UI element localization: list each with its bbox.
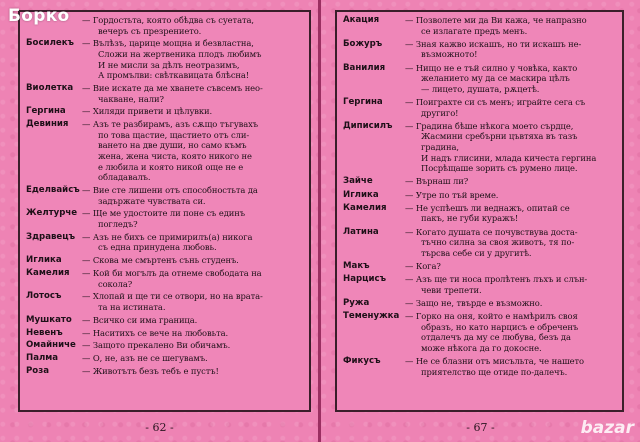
- entry-line: И надъ глисини, млада кичеста гергина: [421, 152, 597, 163]
- entry-name: Лотосъ: [26, 291, 62, 302]
- entry-line: Сложи на жертвеника плодъ любимъ: [98, 48, 262, 59]
- entry-line: — Животътъ безъ тебъ е пустъ!: [82, 366, 219, 376]
- entry-line: — Върнаш ли?: [405, 176, 469, 187]
- entry-line: — О, не, азъ не се шегувамъ.: [82, 353, 208, 364]
- right-entries: [337, 12, 622, 410]
- entry-name: Зайче: [343, 176, 373, 187]
- left-entries: [20, 12, 309, 410]
- entry-name: Омайниче: [26, 340, 76, 351]
- entry-line: — Зная кажво искашъ, но ти искашъ не-: [405, 38, 582, 49]
- entry-line: — Нищо не е тъй силно у човѣка, както: [405, 62, 578, 73]
- entry-line: обладавалъ.: [98, 172, 151, 183]
- entry-line: — Когато душата се почувствува доста-: [405, 226, 578, 237]
- entry-line: — Позволете ми да Ви кажа, че напразно: [405, 15, 587, 25]
- entry-line: търсва себе си у другитѣ.: [421, 247, 532, 258]
- entry-line: приятелство ще отиде по-далечъ.: [421, 366, 568, 377]
- entry-name: Ванилия: [343, 62, 386, 73]
- entry-name: Камелия: [343, 202, 387, 213]
- entry-name: Макъ: [343, 261, 370, 271]
- entry-name: Здравецъ: [26, 231, 76, 242]
- entry-line: — Азъ не бихъ се примирилъ(а) никога: [82, 231, 253, 242]
- entry-line: — Ще ме удостоите ли поне съ единъ: [82, 208, 245, 219]
- entry-line: А промълви: свѣткавицата блѣсна!: [98, 70, 250, 81]
- entry-line: — Скова ме смъртенъ сънь студенъ.: [82, 255, 239, 266]
- right-page: [321, 0, 640, 442]
- entry-line: — Горко на оня, който е намѣрилъ своя: [405, 311, 578, 322]
- entry-line: — Кой би могълъ да отнеме свободата на: [82, 268, 262, 278]
- entry-name: Нарцисъ: [343, 274, 387, 285]
- entry-line: може нѣкога да го докосне.: [421, 342, 542, 353]
- entry-line: — Защото прекалено Ви обичамъ.: [82, 340, 231, 351]
- right-page-frame: [335, 10, 624, 412]
- entry-line: — Вие сте лишени отъ способностьта да: [82, 185, 258, 195]
- entry-name: Ружа: [343, 298, 370, 308]
- entry-name: Камелия: [26, 268, 70, 278]
- seller-watermark: Борко: [8, 6, 70, 26]
- entry-name: Роза: [26, 366, 49, 376]
- entry-line: И не мисли за дѣлъ неотразимъ,: [98, 59, 240, 70]
- entry-line: та на истината.: [98, 301, 166, 312]
- entry-line: — Вълѣзъ, царице мощна и безвластна,: [82, 38, 254, 49]
- entry-line: — Поиграхте си съ менъ; играйте сега съ: [405, 97, 586, 107]
- entry-name: Гергина: [26, 106, 66, 117]
- entry-name: Диписилъ: [343, 120, 393, 131]
- entry-line: — Всичко си има граница.: [82, 314, 198, 325]
- entry-line: отдалечъ да му се любува, безъ да: [421, 332, 571, 343]
- entry-name: Невенъ: [26, 327, 63, 338]
- entry-line: тъчно силна за своя животъ, тя по-: [421, 237, 575, 248]
- entry-line: — Защо не, твърде е възможно.: [405, 298, 543, 308]
- entry-line: — Гордостьта, която обѣдва съ суетата,: [82, 15, 254, 25]
- left-page-frame: [18, 10, 311, 412]
- entry-line: задържате чувствата си.: [98, 195, 206, 206]
- entry-line: се излагате предъ менъ.: [421, 25, 528, 36]
- entry-line: — Хиляди привети и цѣлувки.: [82, 106, 213, 117]
- entry-line: Жасмини сребърни цъвтяха въ тазъ: [421, 131, 578, 142]
- entry-line: по това щастие, щастието отъ сли-: [98, 129, 250, 140]
- entry-line: — Кога?: [405, 261, 441, 271]
- entry-line: ването на две души, но само къмъ: [98, 140, 247, 151]
- entry-line: — Вие искате да ме хванете съвсемъ нео-: [82, 83, 263, 93]
- site-watermark: bazar: [580, 418, 634, 438]
- entry-name: Палма: [26, 353, 59, 364]
- entry-line: образъ, но като нарцисъ е обреченъ: [421, 321, 579, 332]
- entry-line: погледъ?: [98, 218, 138, 229]
- entry-line: градина,: [421, 141, 459, 152]
- right-page-number: - 67 -: [466, 421, 495, 434]
- entry-line: желанието му да се маскира цѣлъ: [421, 73, 570, 84]
- entry-line: другиго!: [421, 107, 459, 118]
- entry-name: Мушкато: [26, 314, 72, 325]
- entry-name: Иглика: [343, 189, 379, 200]
- entry-line: — Градина бѣше нѣкога моето сърдце,: [405, 120, 574, 131]
- entry-line: чакване, нали?: [98, 93, 164, 104]
- entry-line: възможното!: [421, 49, 478, 60]
- entry-line: е любила и която никой още не е: [98, 161, 244, 172]
- entry-line: Посрѣщаше зорить съ румено лице.: [421, 163, 578, 174]
- entry-name: Иглика: [26, 255, 62, 266]
- entry-line: жена, жена чиста, която никого не: [98, 150, 252, 161]
- entry-line: — Утре по тъй време.: [405, 189, 499, 200]
- entry-line: сокола?: [98, 278, 133, 289]
- entry-name: Босилекъ: [26, 38, 74, 49]
- entry-name: Фикусъ: [343, 356, 381, 367]
- entry-name: Гергина: [343, 97, 383, 107]
- entry-line: — Азъ ще ти носа пролѣтенъ лъхъ и слън-: [405, 274, 588, 285]
- left-page: [0, 0, 319, 442]
- entry-name: Латина: [343, 226, 379, 237]
- entry-line: — Азъ те разбирамъ, азъ сѫщо тъгувахъ: [82, 119, 259, 130]
- entry-name: Божуръ: [343, 38, 383, 49]
- entry-line: чеви трепети.: [421, 284, 482, 295]
- entry-name: Еделвайсъ: [26, 185, 80, 195]
- entry-name: Девиния: [26, 119, 69, 130]
- entry-name: Виолетка: [26, 83, 74, 93]
- entry-line: съ една принудена любовь.: [98, 242, 217, 253]
- entry-line: пакъ, не губи куражъ!: [421, 213, 519, 224]
- entry-line: — Не се блазни отъ мисъльта, че нашето: [405, 356, 584, 367]
- entry-line: — Наситихъ се вече на любовьта.: [82, 327, 229, 338]
- entry-line: — Хлопай и ще ти се отвори, но на врата-: [82, 291, 263, 302]
- entry-name: Теменужка: [343, 311, 400, 322]
- entry-name: Акация: [343, 15, 380, 25]
- entry-line: — лицето, душата, рѫцетѣ.: [421, 83, 540, 94]
- entry-name: Желтурче: [26, 208, 78, 219]
- entry-line: — Не успѣешъ ли веднажъ, опитай се: [405, 202, 570, 213]
- entry-line: вечеръ съ презрението.: [98, 25, 202, 36]
- left-page-number: - 62 -: [145, 421, 174, 434]
